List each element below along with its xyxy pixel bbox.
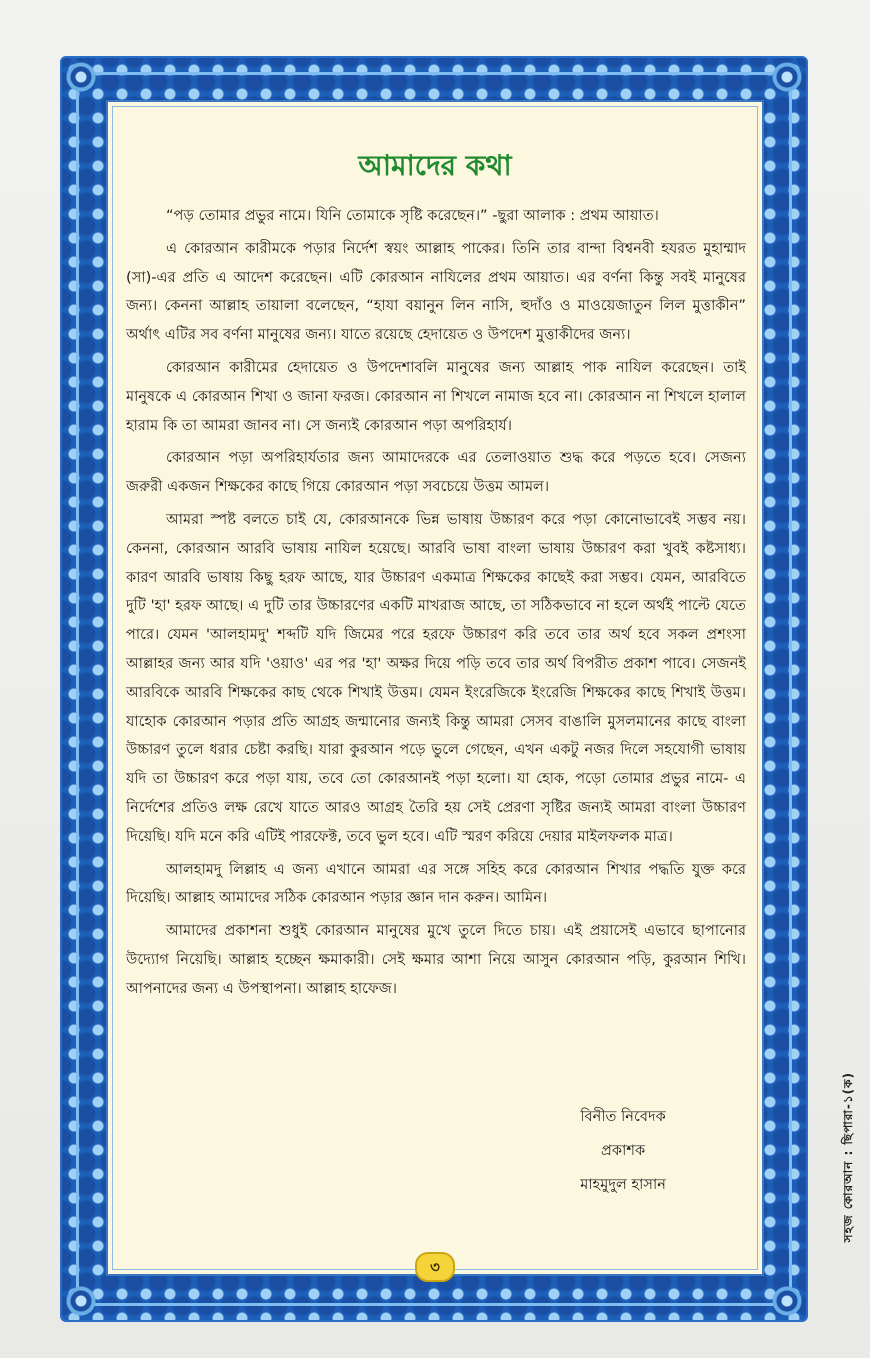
corner-ornament-icon <box>66 62 96 92</box>
signature-line: প্রকাশক <box>601 1142 646 1159</box>
paragraph: আমরা স্পষ্ট বলতে চাই যে, কোরআনকে ভিন্ন ভাষায় উচ্চারণ করে পড়া কোনোভাবেই সম্ভব নয়। কেননা, কোরআন আরবি ভাষায় নাযিল হয়েছে। আরবি ভাষা বাংলা ভাষায় উচ্চারণ করা খুবই কষ্টসাধ্য। কারণ আরবি ভাষায় কিছু হরফ আছে, যার উচ্চারণ একমাত্র শিক্ষকের কাছেই করা সম্ভব। যেমন, আরবিতে দুটি 'হা' হরফ আছে। এ দুটি তার উচ্চারণের একটি মাখরাজ আছে, তা সঠিকভাবে না হলে অর্থই পাল্টে যেতে পারে। যেমন 'আলহামদু' শব্দটি যদি জিমের পরে হরফে উচ্চারণ করি তবে তার অর্থ হবে সকল প্রশংসা আল্লাহর জন্য আর যদি 'ওয়াও' এর পর 'হা' অক্ষর দিয়ে পড়ি তবে তার অর্থ বিপরীত প্রকাশ পাবে। সেজনই আরবিকে আরবি শিক্ষকের কাছ থেকে শিখাই উত্তম। যেমন ইংরেজিকে ইংরেজি শিক্ষকের কাছে শিখাই উত্তম। যাহোক কোরআন পড়ার প্রতি আগ্রহ জন্মানোর জন্যই কিন্তু আমরা সেসব বাঙালি মুসলমানের কাছে বাংলা উচ্চারণ তুলে ধরার চেষ্টা করছি। যারা কুরআন পড়ে ভুলে গেছেন, এখন একটু নজর দিলে সহযোগী ভাষায় যদি তা উচ্চারণ করে পড়া যায়, তবে তো কোরআনই পড়া হলো। যা হোক, পড়ো তোমার প্রভুর নামে- এ নির্দেশের প্রতিও লক্ষ রেখে যাতে আরও আগ্রহ তৈরি হয় সেই প্রেরণা সৃষ্টির জন্যই আমরা বাংলা উচ্চারণ দিয়েছি। যদি মনে করি এটিই পারফেক্ট, তবে ভুল হবে। এটি স্মরণ করিয়ে দেয়ার মাইলফলক মাত্র। <box>126 510 746 845</box>
corner-ornament-icon <box>772 1286 802 1316</box>
page-title: আমাদের কথা <box>358 149 512 182</box>
side-running-title: সহজ কোরআন : ছিপারা-১(ক) <box>841 1072 855 1243</box>
paragraph: আলহামদু লিল্লাহ এ জন্য এখানে আমরা এর সঙ্গে সহিহ করে কোরআন শিখার পদ্ধতি যুক্ত করে দিয়েছি। আল্লাহ আমাদের সঠিক কোরআন পড়ার জ্ঞান দান করুন। আমিন। <box>126 860 746 907</box>
corner-ornament-icon <box>66 1286 96 1316</box>
page-number-badge: ৩ <box>415 1252 455 1282</box>
paragraph-quote: “পড় তোমার প্রভুর নামে। যিনি তোমাকে সৃষ্টি করেছেন।” -ছুরা আলাক : প্রথম আয়াত। <box>166 207 659 224</box>
body-text <box>126 202 746 1008</box>
signature-line: বিনীত নিবেদক <box>580 1108 666 1125</box>
paragraph: কোরআন কারীমের হেদায়েত ও উপদেশাবলি মানুষের জন্য আল্লাহ পাক নাযিল করেছেন। তাই মানুষকে এ কোরআন শিখা ও জানা ফরজ। কোরআন না শিখলে নামাজ হবে না। কোরআন না শিখলে হালাল হারাম কি তা আমরা জানব না। সে জন্যই কোরআন পড়া অপরিহার্য। <box>126 358 746 434</box>
signature-block <box>580 1100 666 1202</box>
paragraph: কোরআন পড়া অপরিহার্যতার জন্য আমাদেরকে এর তেলাওয়াত শুদ্ধ করে পড়তে হবে। সেজন্য জরুরী একজন শিক্ষকের কাছে গিয়ে কোরআন পড়া সবচেয়ে উত্তম আমল। <box>126 449 746 496</box>
paragraph: এ কোরআন কারীমকে পড়ার নির্দেশ স্বয়ং আল্লাহ পাকের। তিনি তার বান্দা বিশ্বনবী হযরত মুহাম্মাদ (সা)-এর প্রতি এ আদেশ করেছেন। এটি কোরআন নাযিলের প্রথম আয়াত। এর বর্ণনা কিন্তু সবই মানুষের জন্য। কেননা আল্লাহ তায়ালা বলেছেন, “হাযা বয়ানুন লিন নাসি, হুদাঁও ও মাওয়েজাতুন লিল মুত্তাকীন” অর্থাৎ এটির সব বর্ণনা মানুষের জন্য। যাতে রয়েছে হেদায়েত ও উপদেশ মুত্তাকীদের জন্য। <box>126 239 746 344</box>
signature-name: মাহমুদুল হাসান <box>580 1176 666 1193</box>
text-panel <box>106 100 764 1276</box>
paragraph: আমাদের প্রকাশনা শুধুই কোরআন মানুষের মুখে তুলে দিতে চায়। এই প্রয়াসেই এভাবে ছাপানোর উদ্যোগ নিয়েছি। আল্লাহ হচ্ছেন ক্ষমাকারী। সেই ক্ষমার আশা নিয়ে আসুন কোরআন পড়ি, কুরআন শিখি। আপনাদের জন্য এ উপস্থাপনা। আল্লাহ হাফেজ। <box>126 922 746 997</box>
corner-ornament-icon <box>772 62 802 92</box>
